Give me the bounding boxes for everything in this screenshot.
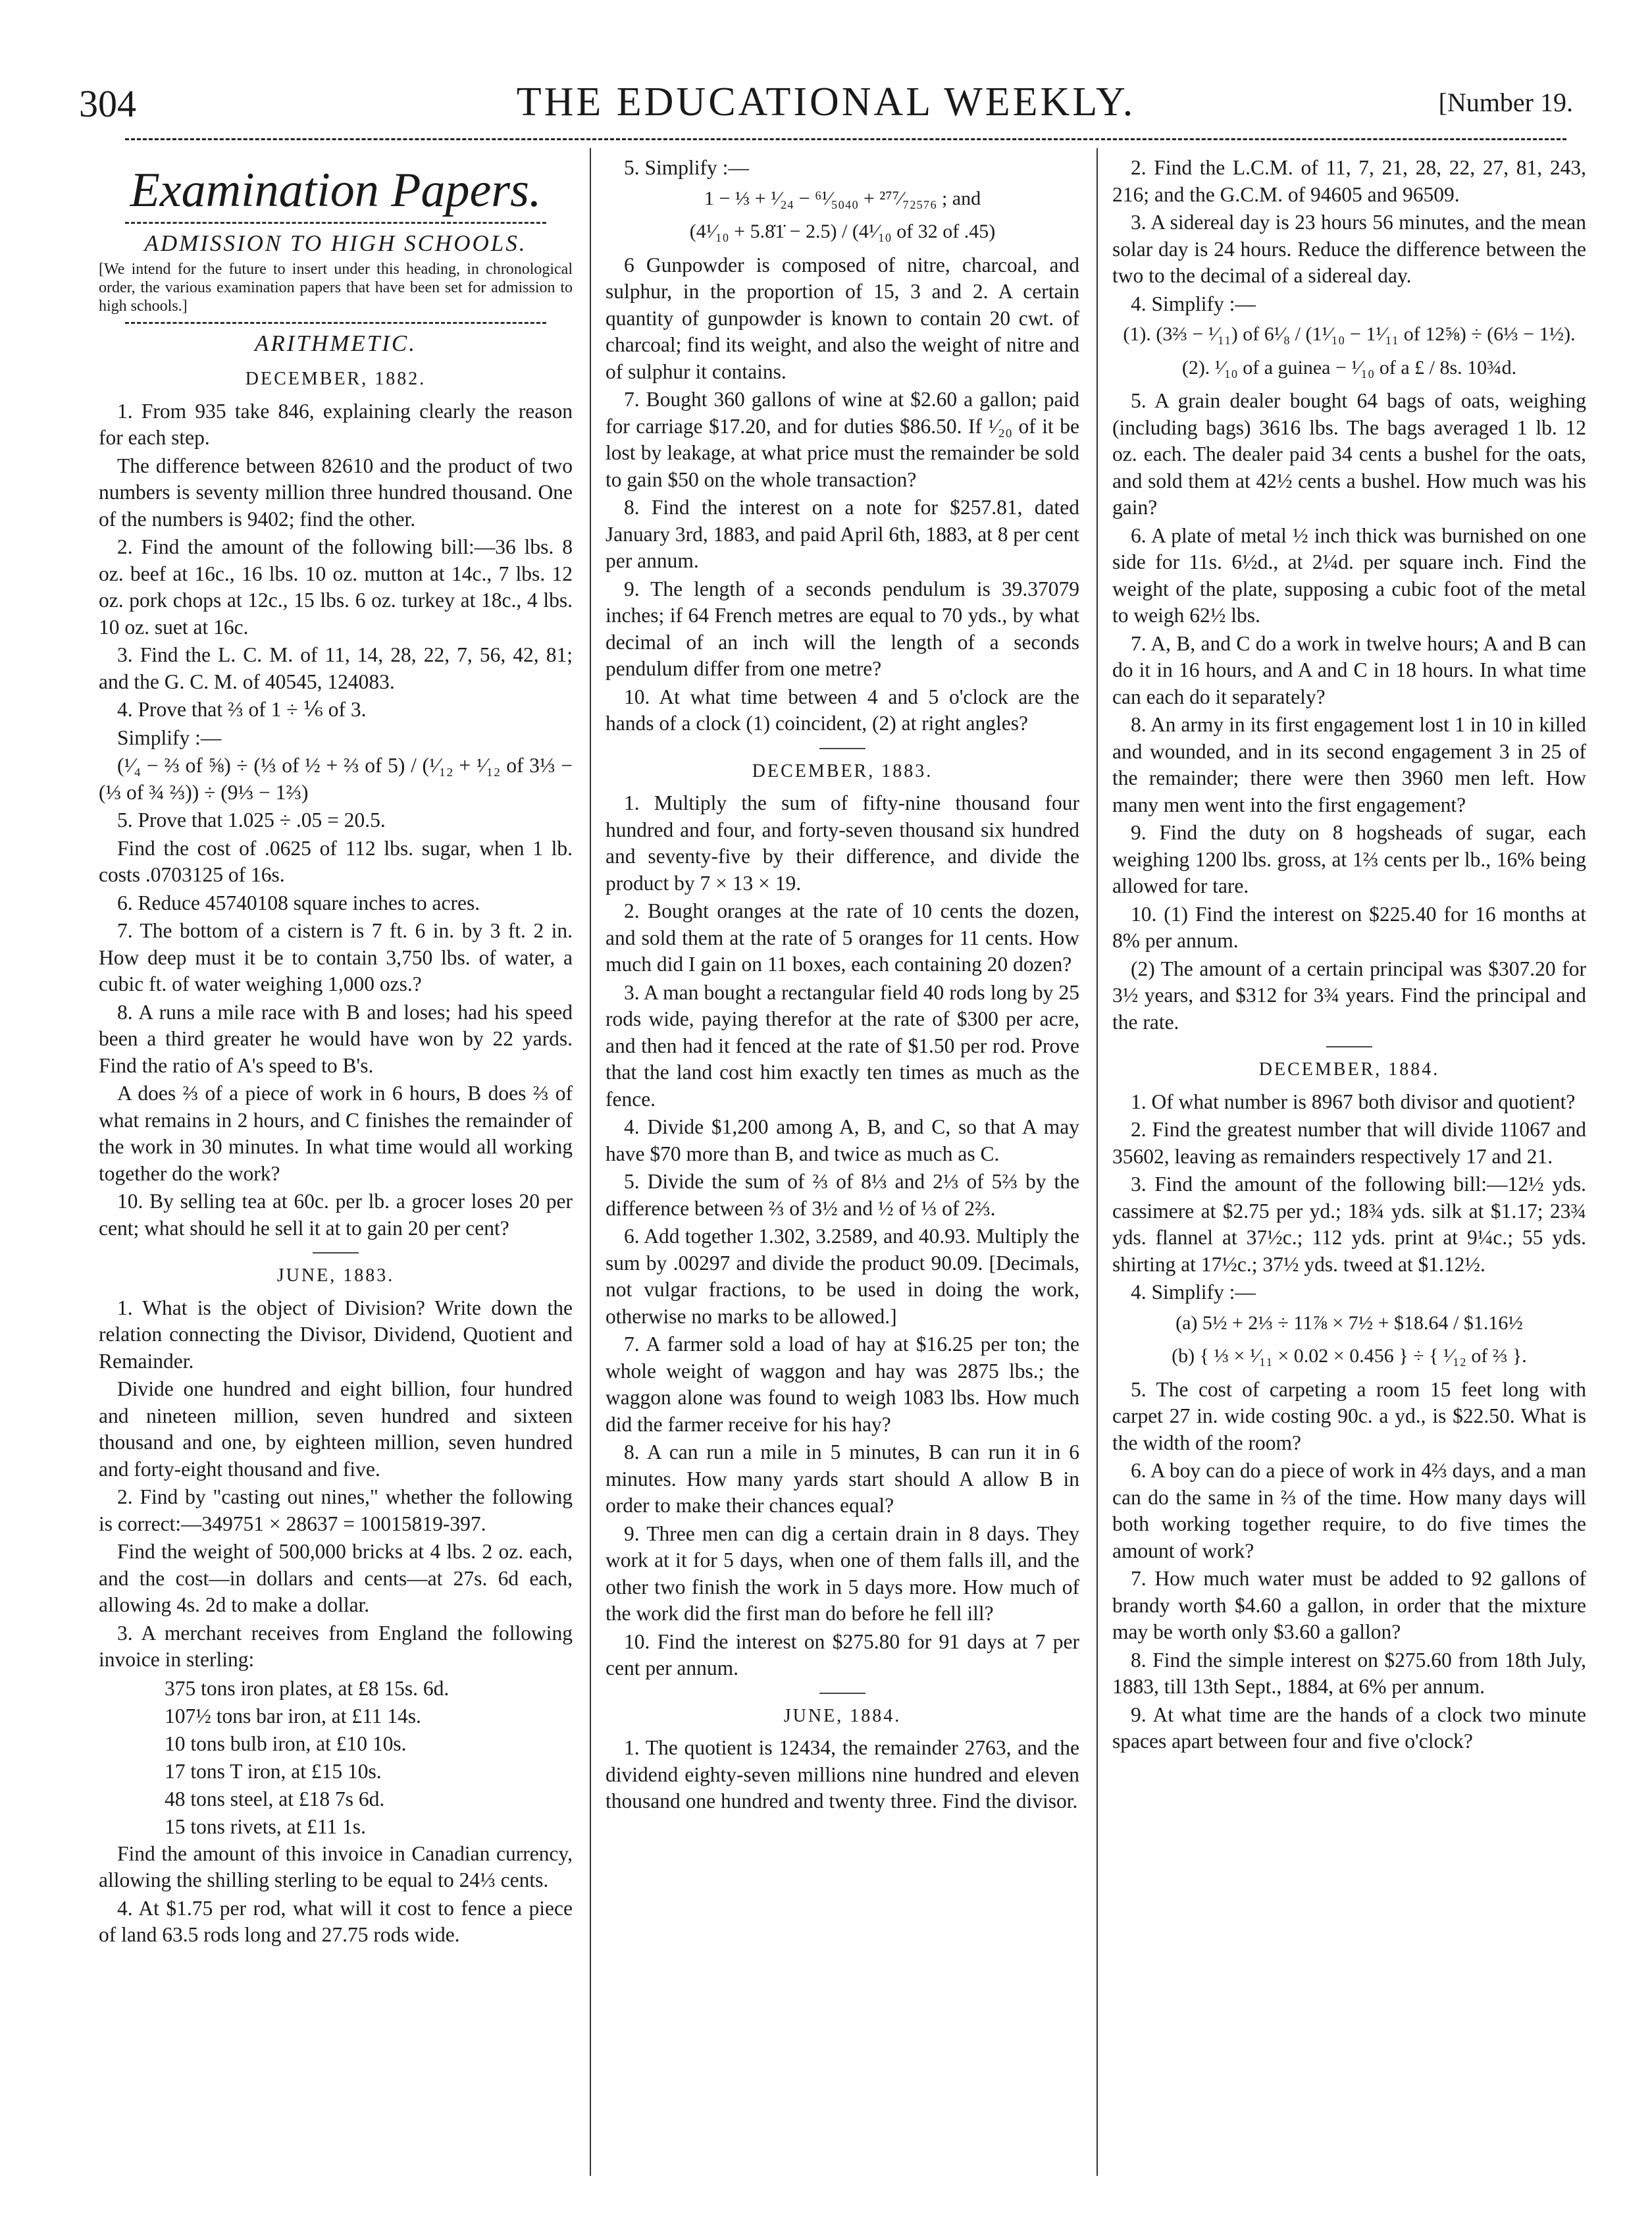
question: 10. At what time between 4 and 5 o'clock are the hands of a clock (1) coincident, (2) at right angles?: [606, 685, 1079, 735]
math-expression: (1). (3⅔ − ¹⁄₁₁) of 6¹⁄₈ / (1¹⁄₁₀ − 1¹⁄₁₁ of 12⅝) ÷ (6⅓ − 1½).: [1123, 323, 1576, 345]
math-expression: (2). ¹⁄₁₀ of a guinea − ¹⁄₁₀ of a £ / 8s. 10¾d.: [1181, 356, 1517, 379]
question-list: [99, 1295, 573, 1674]
invoice-line: 17 tons T iron, at £15 10s.: [165, 1759, 382, 1783]
question: The difference between 82610 and the product of two numbers is seventy million three hundred thousand. One of the numbers is 9402; find the other.: [99, 454, 573, 531]
question-list: [606, 1735, 1079, 1815]
subheading: ADMISSION TO HIGH SCHOOLS.: [144, 230, 527, 256]
question: 10. Find the interest on $275.80 for 91 days at 7 per cent per annum.: [606, 1629, 1079, 1679]
question: 2. Find the amount of the following bill:—36 lbs. 8 oz. beef at 16c., 16 lbs. 10 oz. mutton at 14c., 7 lbs. 12 oz. pork chops at 12c., 15 lbs. 6 oz. turkey at 18c., 4 lbs. 10 oz. suet at 16c.: [99, 535, 573, 639]
divider: [125, 222, 546, 224]
question-list: [1112, 1089, 1586, 1306]
question: 9. The length of a seconds pendulum is 39.37079 inches; if 64 French metres are equal to 70 yds., by what decimal of an inch will the length of a seconds pendulum differ from one metre?: [606, 577, 1079, 680]
question-list: [606, 252, 1079, 737]
exam-date: DECEMBER, 1882.: [245, 369, 426, 389]
question: 6. Reduce 45740108 square inches to acres.: [117, 891, 480, 914]
exam-date: DECEMBER, 1883.: [752, 760, 933, 781]
question: 3. Find the amount of the following bill:—12½ yds. cassimere at $2.75 per yd.; 18¾ yds. silk at $1.17; 23¾ yds. flannel at 37½c.; 112 yds. print at 9¼c.; 55 yds. shirting at 17½c.; 37½ yds. tweed at $1.12½.: [1112, 1173, 1586, 1276]
invoice-line: 375 tons iron plates, at £8 15s. 6d.: [165, 1676, 450, 1700]
invoice-line: 48 tons steel, at £18 7s 6d.: [165, 1787, 385, 1810]
math-expression: (a) 5½ + 2⅓ ÷ 11⅞ × 7½ + $18.64 / $1.16½: [1175, 1311, 1523, 1334]
invoice-list: [99, 1675, 573, 1841]
question: 9. Three men can dig a certain drain in 8 days. They work at it for 5 days, when one of them falls ill, and the other two finish the work in 5 days more. How much of the work did the first man do before he fell ill?: [606, 1521, 1079, 1625]
question: 1. From 935 take 846, explaining clearly the reason for each step.: [99, 399, 573, 449]
divider: [1326, 1046, 1372, 1047]
question: A does ⅔ of a piece of work in 6 hours, B does ⅔ of what remains in 2 hours, and C finishes the remainder of the work in 30 minutes. In what time would all working together do the work?: [99, 1082, 573, 1185]
question: 3. A man bought a rectangular field 40 rods long by 25 rods wide, paying therefor at the rate of $300 per acre, and then had it fenced at the rate of $1.50 per rod. Prove that the land cost him exactly ten times as much as the fence.: [606, 980, 1079, 1111]
question: (¹⁄₄ − ⅔ of ⅝) ÷ (⅓ of ½ + ⅔ of 5) / (¹⁄₁₂ + ¹⁄₁₂ of 3⅓ − (⅓ of ¾ ⅔)) ÷ (9⅓ − 1⅔): [99, 754, 573, 804]
page-header: [79, 78, 1573, 144]
question: (2) The amount of a certain principal was $307.20 for 3½ years, and $312 for 3¾ years. Find the principal and the rate.: [1112, 957, 1586, 1034]
question: 7. A farmer sold a load of hay at $16.25 per ton; the whole weight of waggon and hay was 2875 lbs.; the waggon alone was found to weigh 1083 lbs. How much did the farmer receive for his hay?: [606, 1333, 1079, 1436]
question: 7. A, B, and C do a work in twelve hours; A and B can do it in 16 hours, and A and C in 18 hours. In what time can each do it separately?: [1112, 631, 1586, 708]
question: 7. Bought 360 gallons of wine at $2.60 a gallon; paid for carriage $17.20, and for duties $86.50. If ¹⁄₂₀ of it be lost by leakage, at what price must the remainder be sold to gain $50 on the whole transaction?: [606, 388, 1079, 491]
question: 5. Simplify :—: [624, 156, 749, 179]
question: 3. Find the L. C. M. of 11, 14, 28, 22, 7, 56, 42, 81; and the G. C. M. of 40545, 124083.: [99, 643, 573, 693]
question: 1. What is the object of Division? Write down the relation connecting the Divisor, Dividend, Quotient and Remainder.: [99, 1296, 573, 1373]
question: 7. The bottom of a cistern is 7 ft. 6 in. by 3 ft. 2 in. How deep must it be to contain 3,750 lbs. of water, a cubic ft. of water weighing 1,000 ozs.?: [99, 919, 573, 995]
question: Find the weight of 500,000 bricks at 4 lbs. 2 oz. each, and the cost—in dollars and cents—at 27s. 6d each, allowing 4s. 2d to make a dollar.: [99, 1540, 573, 1616]
question: 2. Find by "casting out nines," whether the following is correct:—349751 × 28637 = 10015819-397.: [99, 1485, 573, 1535]
question: 3. A merchant receives from England the following invoice in sterling:: [99, 1621, 573, 1671]
column-2: [606, 155, 1079, 1816]
subject-heading: ARITHMETIC.: [255, 330, 417, 356]
question-list: [1112, 155, 1586, 317]
column-rule: [1097, 148, 1098, 2176]
question: 8. A runs a mile race with B and loses; had his speed been a third greater he would have won by 22 yards. Find the ratio of A's speed to B's.: [99, 1000, 573, 1077]
column-3: [1112, 155, 1586, 1756]
page-number: 304: [79, 82, 136, 125]
question: 8. An army in its first engagement lost 1 in 10 in killed and wounded, and in its second engagement 3 in 25 of the remainder; there were then 3960 men left. How many men went into the first engagement?: [1112, 713, 1586, 816]
question: 6. Add together 1.302, 3.2589, and 40.93. Multiply the sum by .00297 and divide the product 90.09. [Decimals, not vulgar fractions, to be used in doing the work, otherwise no marks to be allowed.]: [606, 1225, 1079, 1328]
divider: [313, 1252, 359, 1254]
issue-number: [Number 19.: [1438, 88, 1573, 117]
question: 8. A can run a mile in 5 minutes, B can run it in 6 minutes. How many yards start should A allow B in order to make their chances equal?: [606, 1440, 1079, 1517]
question: 3. A sidereal day is 23 hours 56 minutes, and the mean solar day is 24 hours. Reduce the difference between the two to the decimal of a sidereal day.: [1112, 211, 1586, 287]
editor-note: [We intend for the future to insert under this heading, in chronological order, the various examination papers that have been set for admission to high schools.]: [99, 260, 573, 315]
math-expression: (4¹⁄₁₀ + 5.8̇1̇ − 2.5) / (4¹⁄₁₀ of 32 of .45): [689, 221, 996, 242]
question-list: [1112, 1377, 1586, 1755]
question-list: [99, 398, 573, 1242]
divider: [125, 322, 546, 324]
question-list: [606, 790, 1079, 1682]
question: 9. Find the duty on 8 hogsheads of sugar, each weighing 1200 lbs. gross, at 1⅔ cents per lb., 16% being allowed for tare.: [1112, 821, 1586, 897]
question: 4. Prove that ⅔ of 1 ÷ ⅙ of 3.: [117, 698, 367, 721]
question: 5. Divide the sum of ⅔ of 8⅓ and 2⅓ of 5⅔ by the difference between ⅔ of 3½ and ½ of ⅓ of 2⅔.: [606, 1170, 1079, 1220]
question: 4. At $1.75 per rod, what will it cost to fence a piece of land 63.5 rods long and 27.75 rods wide.: [99, 1896, 573, 1946]
question: 4. Divide $1,200 among A, B, and C, so that A may have $70 more than B, and twice as much as C.: [606, 1115, 1079, 1165]
journal-title: THE EDUCATIONAL WEEKLY.: [516, 80, 1136, 124]
question: 5. A grain dealer bought 64 bags of oats, weighing (including bags) 3616 lbs. The bags averaged 1 lb. 12 oz. each. The dealer paid 34 cents a bushel for the oats, and sold them at 42½ cents a bushel. How much was his gain?: [1112, 389, 1586, 519]
question: 2. Find the L.C.M. of 11, 7, 21, 28, 22, 27, 81, 243, 216; and the G.C.M. of 94605 and 96509.: [1112, 156, 1586, 206]
divider: [819, 1693, 865, 1694]
exam-date: JUNE, 1884.: [783, 1705, 902, 1726]
question: 8. Find the simple interest on $275.60 from 18th July, 1883, till 13th Sept., 1884, at 6% per annum.: [1112, 1648, 1586, 1698]
question: 4. Simplify :—: [1131, 292, 1256, 315]
question: Find the amount of this invoice in Canadian currency, allowing the shilling sterling to be equal to 24⅓ cents.: [99, 1841, 573, 1891]
question: 5. Prove that 1.025 ÷ .05 = 20.5.: [117, 808, 386, 832]
question-list: [1112, 388, 1586, 1036]
exam-date: JUNE, 1883.: [276, 1265, 395, 1286]
question: 1. Multiply the sum of fifty-nine thousand four hundred and four, and forty-seven thousand six hundred and seventy-five by their difference, and divide the product by 7 × 13 × 19.: [606, 791, 1079, 895]
question: 10. (1) Find the interest on $225.40 for 16 months at 8% per annum.: [1112, 902, 1586, 952]
invoice-line: 107½ tons bar iron, at £11 14s.: [165, 1704, 421, 1728]
column-1: [99, 155, 573, 1950]
question: 9. At what time are the hands of a clock two minute spaces apart between four and five o'clock?: [1112, 1703, 1586, 1753]
question: 10. By selling tea at 60c. per lb. a grocer loses 20 per cent; what should he sell it at to gain 20 per cent?: [99, 1190, 573, 1240]
exam-date: DECEMBER, 1884.: [1258, 1059, 1440, 1080]
question: 8. Find the interest on a note for $257.81, dated January 3rd, 1883, and paid April 6th, 1883, at 8 per cent per annum.: [606, 496, 1079, 572]
header-rule: [125, 138, 1566, 140]
math-expression: (b) { ⅓ × ¹⁄₁₁ × 0.02 × 0.456 } ÷ { ¹⁄₁₂ of ⅔ }.: [1172, 1345, 1527, 1367]
math-expression: 1 − ⅓ + ¹⁄₂₄ − ⁶¹⁄₅₀₄₀ + ²⁷⁷⁄₇₂₅₇₆ ; and: [704, 187, 981, 209]
invoice-line: 10 tons bulb iron, at £10 10s.: [165, 1731, 407, 1755]
divider: [819, 748, 865, 749]
question: Simplify :—: [117, 726, 222, 749]
question: 2. Bought oranges at the rate of 10 cents the dozen, and sold them at the rate of 5 oranges for 11 cents. How much did I gain on 11 boxes, each containing 20 dozen?: [606, 899, 1079, 976]
section-heading: Examination Papers.: [130, 163, 542, 217]
question: 1. The quotient is 12434, the remainder 2763, and the dividend eighty-seven millions nine hundred and eleven thousand one hundred and twenty three. Find the divisor.: [606, 1736, 1079, 1812]
question: 2. Find the greatest number that will divide 11067 and 35602, leaving as remainders respectively 17 and 21.: [1112, 1118, 1586, 1168]
question: 6. A boy can do a piece of work in 4⅔ days, and a man can do the same in ⅔ of the time. How many days will both working together require, to do five times the amount of work?: [1112, 1459, 1586, 1562]
column-rule: [590, 148, 591, 2176]
question-list: [99, 1841, 573, 1949]
question: 4. Simplify :—: [1131, 1281, 1256, 1304]
question: 6 Gunpowder is composed of nitre, charcoal, and sulphur, in the proportion of 15, 3 and 2. A certain quantity of gunpowder is known to contain 20 cwt. of charcoal; find its weight, and also the weight of nitre and of sulphur it contains.: [606, 253, 1079, 383]
question: 7. How much water must be added to 92 gallons of brandy worth $4.60 a gallon, in order that the mixture may be worth only $3.60 a gallon?: [1112, 1567, 1586, 1643]
invoice-line: 15 tons rivets, at £11 1s.: [165, 1814, 366, 1838]
question: 1. Of what number is 8967 both divisor and quotient?: [1131, 1090, 1576, 1113]
question: 6. A plate of metal ½ inch thick was burnished on one side for 11s. 6½d., at 2¼d. per square inch. Find the weight of the plate, supposing a cubic foot of the metal to weigh 62½ lbs.: [1112, 523, 1586, 627]
question: 5. The cost of carpeting a room 15 feet long with carpet 27 in. wide costing 90c. a yd., is $22.50. What is the width of the room?: [1112, 1377, 1586, 1454]
question: Divide one hundred and eight billion, four hundred and nineteen million, seven hundred and sixteen thousand and one, by eighteen million, seven hundred and forty-eight thousand and five.: [99, 1377, 573, 1481]
question: Find the cost of .0625 of 112 lbs. sugar, when 1 lb. costs .0703125 of 16s.: [99, 836, 573, 886]
